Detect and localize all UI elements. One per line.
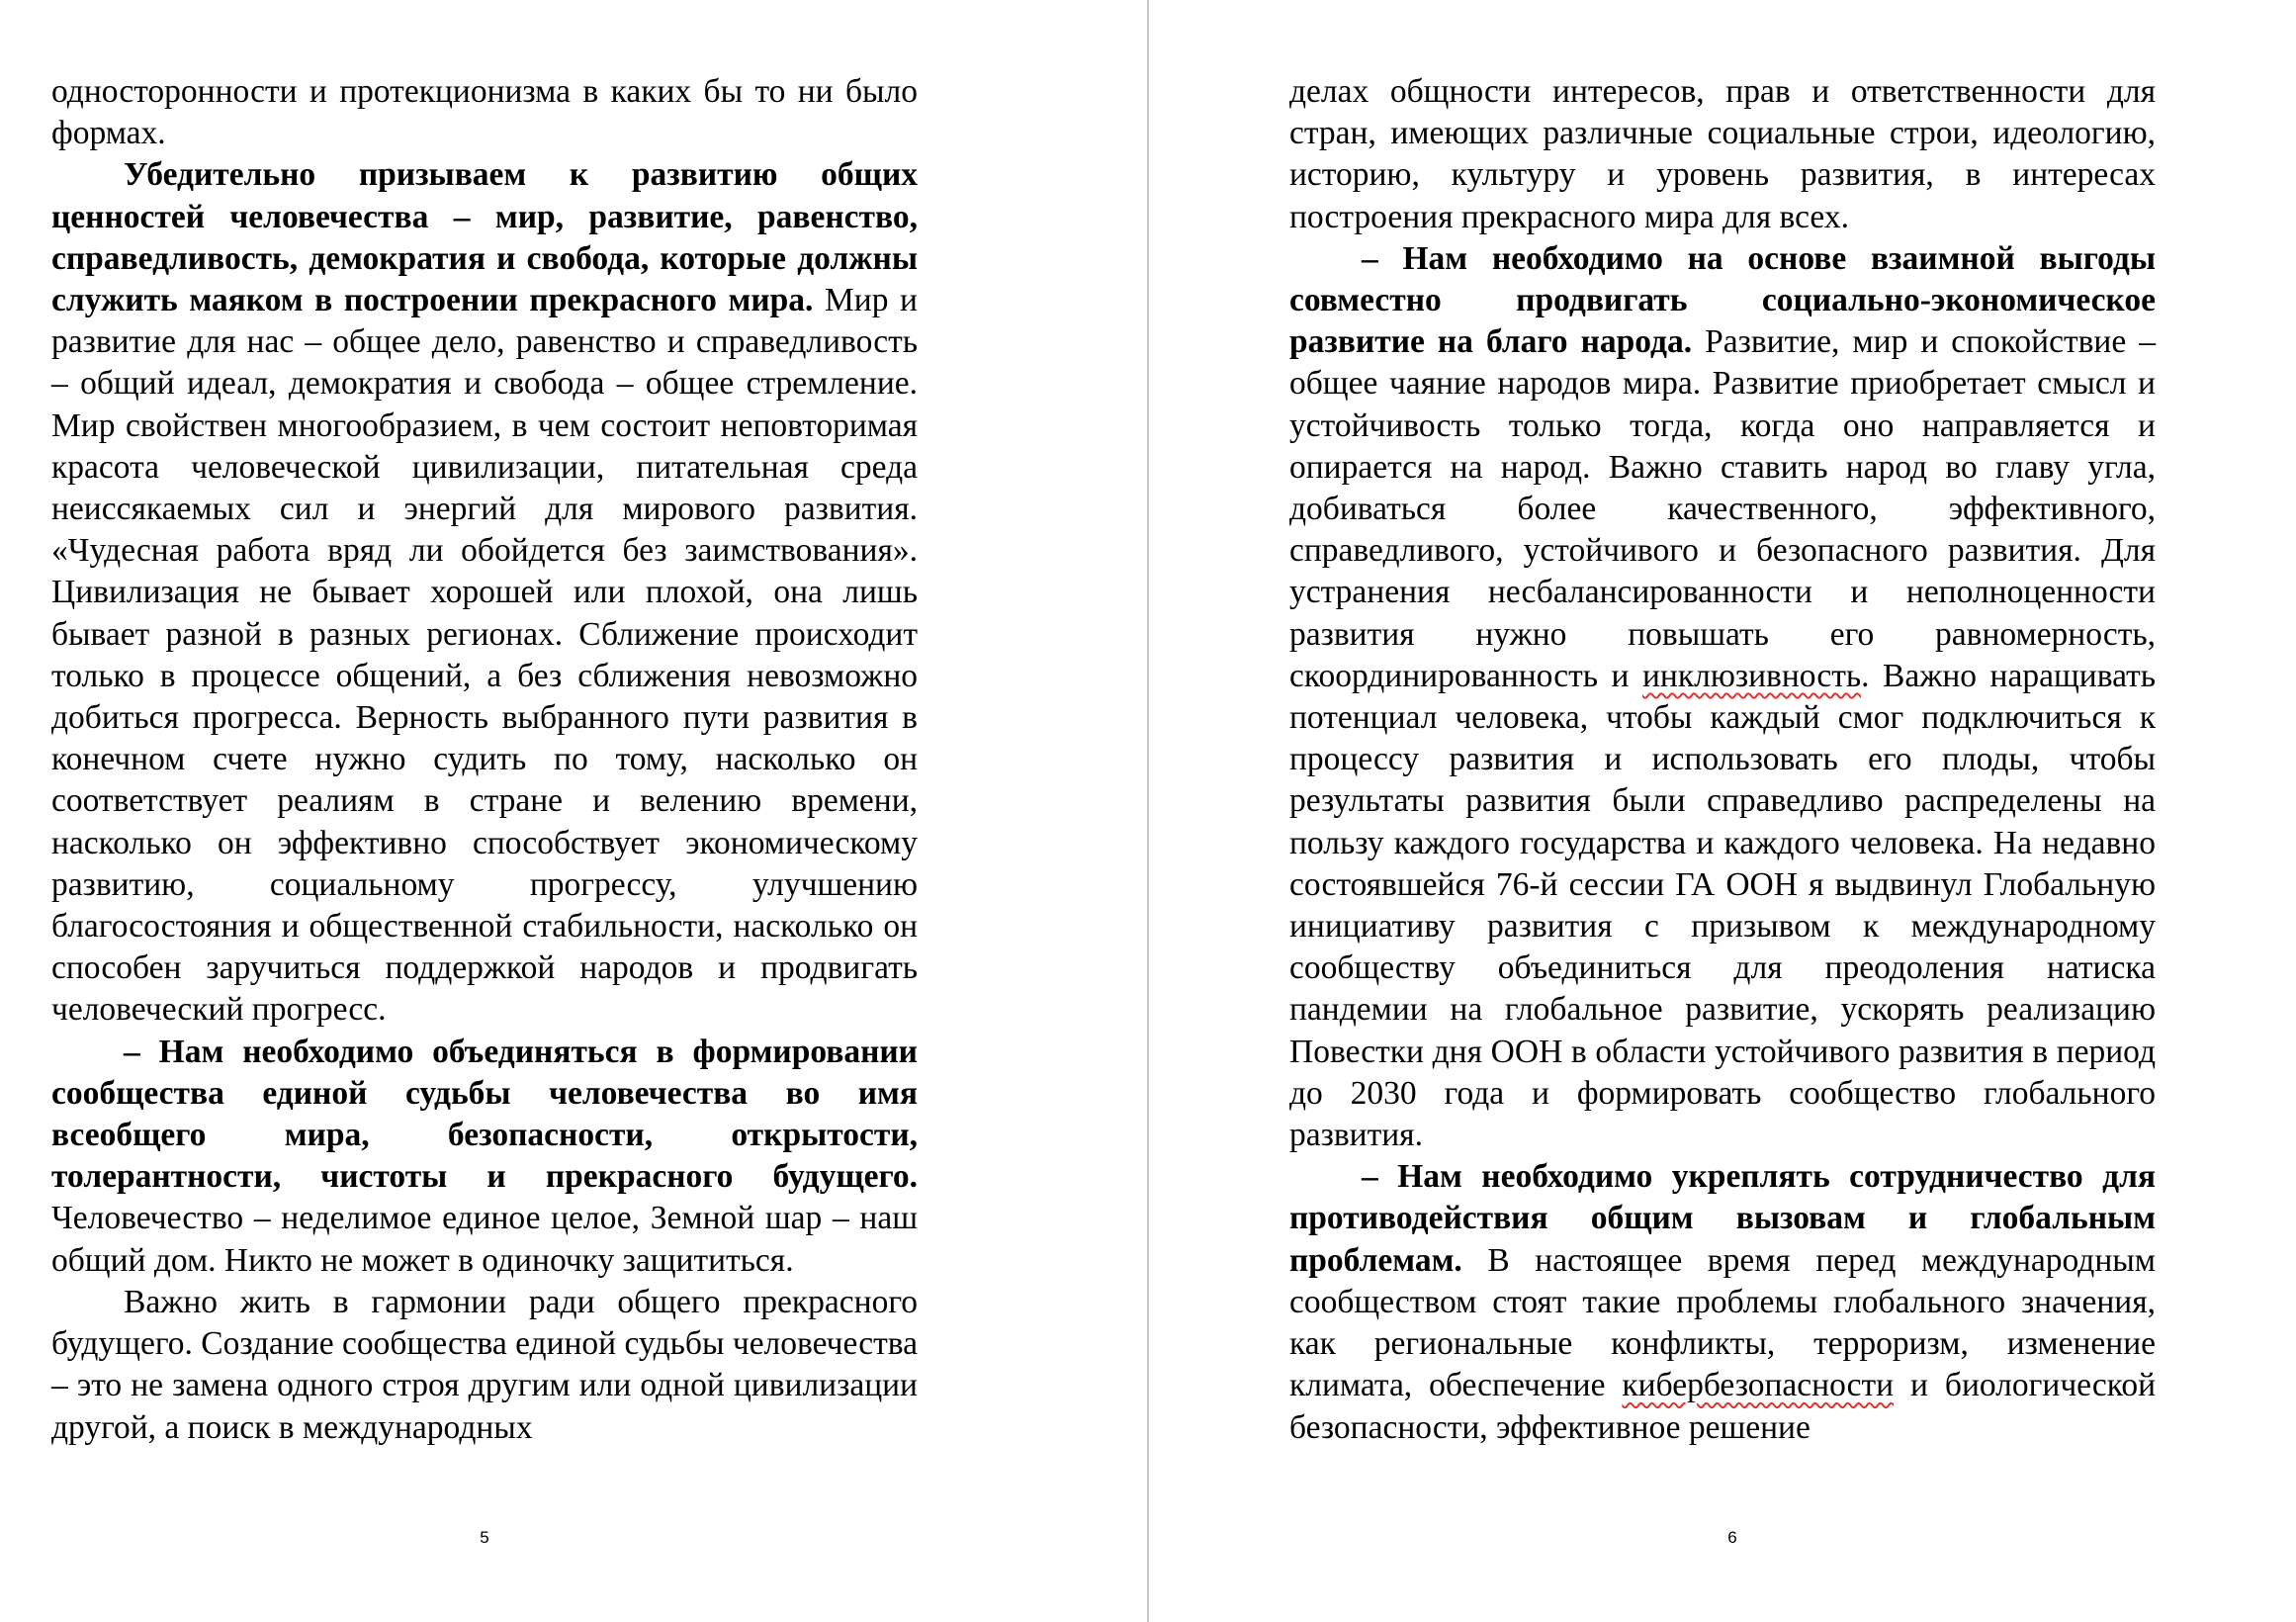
paragraph	[1289, 1156, 2156, 1448]
spellcheck-flagged-word[interactable]: кибербезопасности	[1622, 1367, 1895, 1404]
page-body	[1289, 71, 2156, 1449]
bold-text-run: Убедительно призываем к развитию общих ценностей человечества – мир, развитие, равенство, справедливость, демократия и свобода, которые должны служить маяком в построении прекрасного мира.	[51, 156, 918, 319]
bold-text-run: – Нам необходимо укреплять сотрудничество для противодействия общим вызовам и глобальным проблемам.	[1289, 1158, 2156, 1279]
spellcheck-flagged-word[interactable]: инклюзивность	[1641, 657, 1862, 694]
text-run: Развитие, мир и спокойствие – общее чаяние народов мира. Развитие приобретает смысл и устойчивость только тогда, когда оно направляется и опирается на народ. Важно ставить народ во главу угла, добиваться более качественного, эффективного, справедливого, устойчивого и безопасного развития. Для устранения несбалансированности и неполноценности развития нужно повышать его равномерность, скоординированность и	[1289, 323, 2156, 694]
text-run: и биологической безопасности, эффективное решение	[1289, 1367, 2156, 1446]
page-number: 6	[1727, 1528, 1737, 1547]
bold-text-run: – Нам необходимо объединяться в формировании сообщества единой судьбы человечества во имя всеобщего мира, безопасности, открытости, толерантности, чистоты и прекрасного будущего.	[51, 1033, 918, 1196]
paragraph	[51, 154, 918, 1031]
paragraph	[1289, 71, 2156, 238]
page-number: 5	[480, 1528, 489, 1547]
page-body	[51, 71, 918, 1449]
bold-text-run: – Нам необходимо на основе взаимной выгоды совместно продвигать социально-экономическое развитие на благо народа.	[1289, 239, 2156, 361]
text-run: односторонности и протекционизма в каких бы то ни было формах.	[51, 73, 918, 152]
page-right	[1149, 0, 2296, 1622]
page-left	[0, 0, 1147, 1622]
paragraph	[51, 71, 918, 154]
text-run: В настоящее время перед международным сообществом стоят такие проблемы глобального значения, как региональные конфликты, терроризм, изменение климата, обеспечение	[1289, 1241, 2156, 1404]
paragraph	[51, 1282, 918, 1449]
text-run: Мир и развитие для нас – общее дело, равенство и справедливость – общий идеал, демократия и свобода – общее стремление. Мир свойствен многообразием, в чем состоит неповторимая красота человеческой цивилизации, питательная среда неиссякаемых сил и энергий для мирового развития. «Чудесная работа вряд ли обойдется без заимствования». Цивилизация не бывает хорошей или плохой, она лишь бывает разной в разных регионах. Сближение происходит только в процессе общений, а без сближения невозможно добиться прогресса. Верность выбранного пути развития в конечном счете нужно судить по тому, насколько он соответствует реалиям в стране и велению времени, насколько он эффективно способствует экономическому развитию, социальному прогрессу, улучшению благосостояния и общественной стабильности, насколько он способен заручиться поддержкой народов и продвигать человеческий прогресс.	[51, 282, 918, 1029]
paragraph	[51, 1032, 918, 1282]
text-run: Важно жить в гармонии ради общего прекрасного будущего. Создание сообщества единой судьбы человечества – это не замена одного строя другим или одной цивилизации другой, а поиск в международных	[51, 1283, 918, 1446]
text-run: делах общности интересов, прав и ответственности для стран, имеющих различные социальные строи, идеологию, историю, культуру и уровень развития, в интересах построения прекрасного мира для всех.	[1289, 73, 2156, 235]
text-run: Человечество – неделимое единое целое, Земной шар – наш общий дом. Никто не может в одиночку защититься.	[51, 1200, 918, 1279]
paragraph	[1289, 238, 2156, 1156]
text-run: . Важно наращивать потенциал человека, чтобы каждый смог подключиться к процессу развития и использовать его плоды, чтобы результаты развития были справедливо распределены на пользу каждого государства и каждого человека. На недавно состоявшейся 76-й сессии ГА ООН я выдвинул Глобальную инициативу развития с призывом к международному сообществу объединиться для преодоления натиска пандемии на глобальное развитие, ускорять реализацию Повестки дня ООН в области устойчивого развития в период до 2030 года и формировать сообщество глобального развития.	[1289, 657, 2156, 1154]
